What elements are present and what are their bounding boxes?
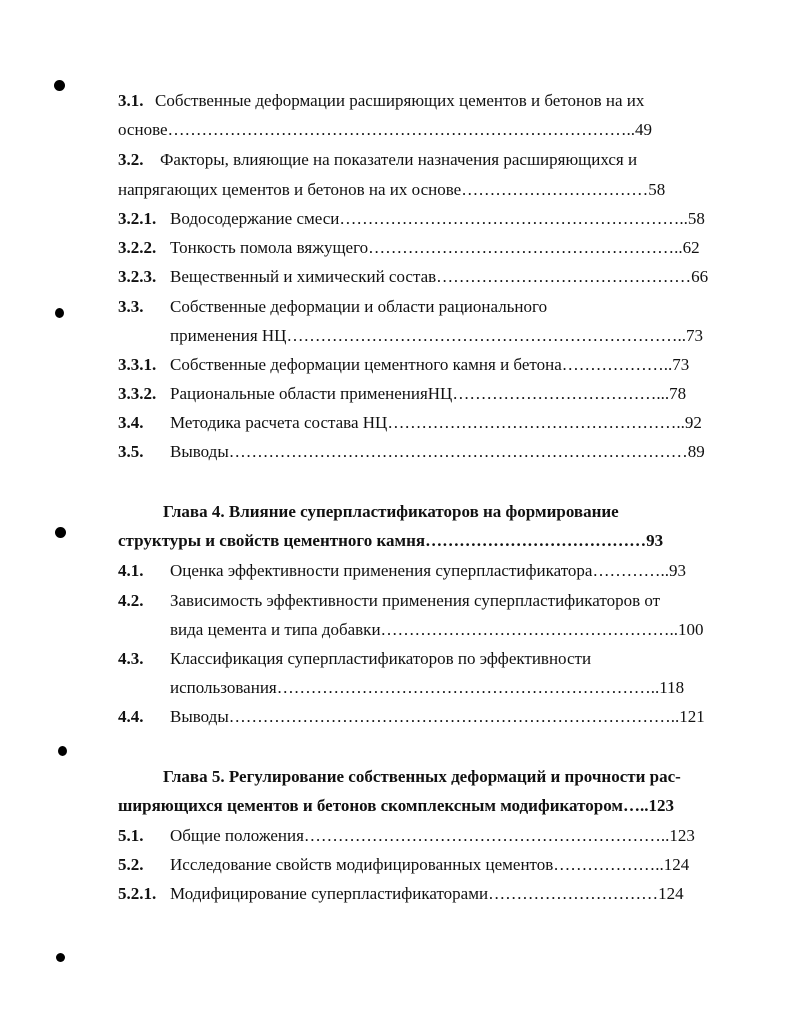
margin-mark xyxy=(56,953,65,962)
entry-number: 4.1. xyxy=(118,561,144,580)
entry-number: 3.2.1. xyxy=(118,209,157,228)
entry-number: 3.3.2. xyxy=(118,384,157,403)
margin-mark xyxy=(55,308,64,318)
chapter-heading: Глава 5. Регулирование собственных деформаций и прочности рас- xyxy=(163,767,681,786)
chapter-heading-continued: структуры и свойств цементного камня…………………………………93 xyxy=(118,531,664,550)
entry-number: 3.3. xyxy=(118,297,144,316)
entry-title: Общие положения………………………………………………………..123 xyxy=(170,826,695,845)
entry-number: 4.3. xyxy=(118,649,144,668)
margin-mark xyxy=(58,746,67,756)
entry-title-continued: основе………………………………………………………………………..49 xyxy=(118,120,653,139)
entry-title-continued: применения НЦ……………………………………………………………..73 xyxy=(170,326,703,345)
entry-title: Собственные деформации и области рационального xyxy=(170,297,548,316)
entry-title: Собственные деформации расширяющих цементов и бетонов на их xyxy=(155,91,645,110)
entry-number: 3.4. xyxy=(118,413,144,432)
entry-title: Выводы……………………………………………………………………..121 xyxy=(170,707,705,726)
margin-mark xyxy=(55,527,66,538)
entry-title: Классификация суперпластификаторов по эффективности xyxy=(170,649,592,668)
entry-title: Выводы………………………………………………………………………89 xyxy=(170,442,705,461)
entry-title: Модифицирование суперпластификаторами…………………………124 xyxy=(170,884,684,903)
entry-title: Рациональные области примененияНЦ………………………………...78 xyxy=(170,384,687,403)
entry-number: 4.4. xyxy=(118,707,144,726)
entry-number: 3.2. xyxy=(118,150,144,169)
entry-number: 3.3.1. xyxy=(118,355,157,374)
entry-title: Факторы, влияющие на показатели назначения расширяющихся и xyxy=(160,150,638,169)
entry-title: Исследование свойств модифицированных цементов………………..124 xyxy=(170,855,690,874)
entry-title-continued: напрягающих цементов и бетонов на их основе……………………………58 xyxy=(118,180,666,199)
entry-number: 5.1. xyxy=(118,826,144,845)
entry-title: Вещественный и химический состав………………………………………66 xyxy=(170,267,709,286)
entry-number: 4.2. xyxy=(118,591,144,610)
entry-title: Оценка эффективности применения суперпластификатора…………..93 xyxy=(170,561,686,580)
entry-title: Методика расчета состава НЦ……………………………………………..92 xyxy=(170,413,702,432)
entry-title: Собственные деформации цементного камня и бетона………………..73 xyxy=(170,355,690,374)
entry-number: 5.2. xyxy=(118,855,144,874)
margin-mark xyxy=(54,80,65,91)
entry-number: 3.2.3. xyxy=(118,267,157,286)
entry-title: Тонкость помола вяжущего………………………………………………..62 xyxy=(170,238,700,257)
entry-number: 3.5. xyxy=(118,442,144,461)
entry-title: Зависимость эффективности применения суперпластификаторов от xyxy=(170,591,661,610)
entry-title-continued: вида цемента и типа добавки……………………………………………..100 xyxy=(170,620,704,639)
entry-number: 3.1. xyxy=(118,91,144,110)
chapter-heading: Глава 4. Влияние суперпластификаторов на формирование xyxy=(163,502,619,521)
entry-number: 3.2.2. xyxy=(118,238,157,257)
entry-title-continued: использования…………………………………………………………..118 xyxy=(170,678,685,697)
chapter-heading-continued: ширяющихся цементов и бетонов скомплексным модификатором…..123 xyxy=(118,796,674,815)
entry-title: Водосодержание смеси……………………………………………………..58 xyxy=(170,209,705,228)
entry-number: 5.2.1. xyxy=(118,884,157,903)
